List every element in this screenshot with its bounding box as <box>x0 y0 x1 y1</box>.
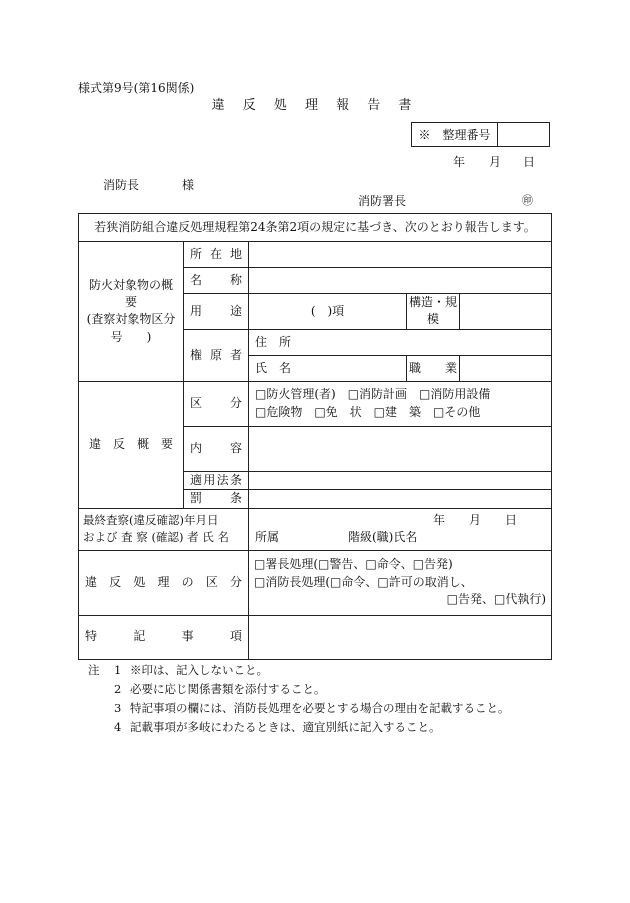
notes-heading: 注 <box>88 663 100 677</box>
special-notes-field[interactable] <box>249 615 552 659</box>
target-overview-label: 防火対象物の概要 (査察対象物区分 号 ) <box>79 242 184 382</box>
reference-number-box <box>411 122 550 147</box>
use-label: 用 途 <box>184 294 249 330</box>
inspection-year: 年 <box>433 513 446 528</box>
document-title: 違 反 処 理 報 告 書 <box>211 98 419 113</box>
occupation-label: 職 業 <box>407 355 460 381</box>
addressee-honorific: 様 <box>182 178 195 192</box>
seal-mark: ㊞ <box>522 194 533 207</box>
inspection-day: 日 <box>505 513 518 528</box>
location-label: 所 在 地 <box>184 242 249 268</box>
report-date-month: 月 <box>489 155 502 169</box>
penalty-field[interactable] <box>249 490 552 508</box>
owner-address-label: 住 所 <box>249 329 552 355</box>
addressee: 消防長 <box>103 178 140 192</box>
violation-category-options[interactable]: □防火管理(者) □消防計画 □消防用設備 □危険物 □免 状 □建 築 □その他 <box>249 381 552 426</box>
owner-label: 権 原 者 <box>184 329 249 381</box>
special-notes-label: 特 記 事 項 <box>79 615 249 659</box>
owner-name-label: 氏 名 <box>249 355 407 381</box>
applicable-law-field[interactable] <box>249 471 552 489</box>
inspector-affiliation-label: 所属 <box>255 530 280 545</box>
name-field[interactable] <box>249 268 552 294</box>
report-date-year: 年 <box>453 155 466 169</box>
reference-number-field[interactable] <box>498 123 550 146</box>
violation-category-label: 区 分 <box>184 381 249 426</box>
location-field[interactable] <box>249 242 552 268</box>
handling-category-options[interactable]: □署長処理(□警告、□命令、□告発) □消防長処理(□命令、□許可の取消し、 □告発、□代執行) <box>249 550 552 615</box>
report-table <box>78 213 552 660</box>
violation-content-field[interactable] <box>249 426 552 471</box>
inspector-rank-name-label: 階級(職)氏名 <box>348 530 418 545</box>
occupation-field[interactable] <box>460 355 552 381</box>
inspection-label: 最終査察(違反確認)年月日 および 査 察 (確認) 者 氏 名 <box>79 508 249 550</box>
violation-content-label: 内 容 <box>184 426 249 471</box>
sender: 消防署長 <box>358 194 407 208</box>
report-date-day: 日 <box>523 155 536 169</box>
structure-label: 構造・規模 <box>407 294 460 330</box>
name-label: 名 称 <box>184 268 249 294</box>
form-number: 様式第9号(第16関係) <box>78 81 195 95</box>
reference-number-label: ※ 整理番号 <box>412 123 498 146</box>
structure-field[interactable] <box>460 294 552 330</box>
use-field[interactable]: ( )項 <box>249 294 407 330</box>
inspection-month: 月 <box>469 513 482 528</box>
intro-text: 若狭消防組合違反処理規程第24条第2項の規定に基づき、次のとおり報告します。 <box>79 214 552 242</box>
inspection-field[interactable] <box>249 508 552 550</box>
applicable-law-label: 適用法条 <box>184 471 249 489</box>
penalty-label: 罰 条 <box>184 490 249 508</box>
violation-overview-label: 違 反 概 要 <box>79 381 184 508</box>
handling-category-label: 違 反 処 理 の 区 分 <box>79 550 249 615</box>
